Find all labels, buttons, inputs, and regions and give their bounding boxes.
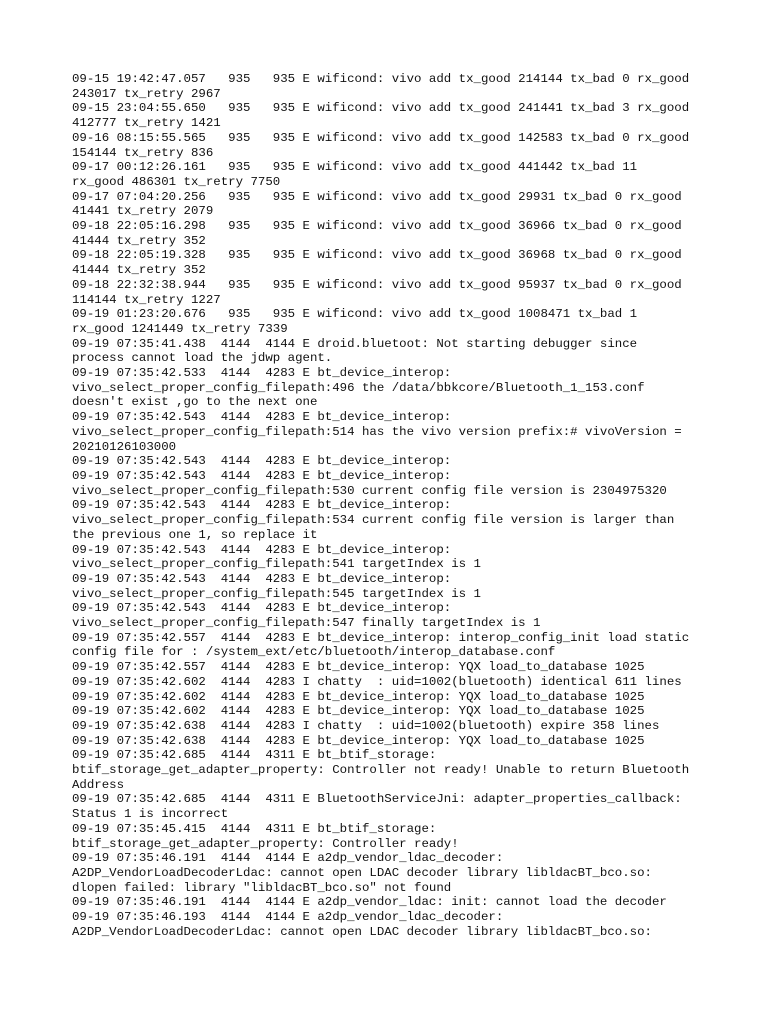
log-line: Address <box>72 777 125 792</box>
log-line: 154144 tx_retry 836 <box>72 145 214 160</box>
log-line: 09-19 07:35:42.557 4144 4283 E bt_device_interop: interop_config_init load static <box>72 630 690 645</box>
log-line: 09-18 22:05:19.328 935 935 E wificond: vivo add tx_good 36968 tx_bad 0 rx_good <box>72 248 682 263</box>
log-line: vivo_select_proper_config_filepath:514 has the vivo version prefix:# vivoVersion = <box>72 424 682 439</box>
log-line: 412777 tx_retry 1421 <box>72 116 221 131</box>
log-line: 09-17 00:12:26.161 935 935 E wificond: vivo add tx_good 441442 tx_bad 11 <box>72 160 638 175</box>
log-line: 114144 tx_retry 1227 <box>72 292 221 307</box>
log-line: vivo_select_proper_config_filepath:541 targetIndex is 1 <box>72 557 481 572</box>
log-line: 243017 tx_retry 2967 <box>72 86 221 101</box>
log-line: 09-19 07:35:42.543 4144 4283 E bt_device_interop: <box>72 542 452 557</box>
log-line: rx_good 486301 tx_retry 7750 <box>72 174 281 189</box>
log-line: vivo_select_proper_config_filepath:545 targetIndex is 1 <box>72 586 481 601</box>
log-line: 09-19 07:35:46.191 4144 4144 E a2dp_vendor_ldac: init: cannot load the decoder <box>72 895 667 910</box>
log-line: 09-17 07:04:20.256 935 935 E wificond: vivo add tx_good 29931 tx_bad 0 rx_good <box>72 189 682 204</box>
log-document <box>72 72 712 939</box>
log-line: vivo_select_proper_config_filepath:547 finally targetIndex is 1 <box>72 616 541 631</box>
log-line: vivo_select_proper_config_filepath:496 the /data/bbkcore/Bluetooth_1_153.conf <box>72 380 645 395</box>
log-line: 41441 tx_retry 2079 <box>72 204 214 219</box>
log-line: btif_storage_get_adapter_property: Controller not ready! Unable to return Bluetooth <box>72 763 690 778</box>
log-line: doesn't exist ,go to the next one <box>72 395 318 410</box>
log-line: 20210126103000 <box>72 439 177 454</box>
log-line: 09-19 07:35:42.602 4144 4283 I chatty : uid=1002(bluetooth) identical 611 lines <box>72 674 682 689</box>
log-line: 09-18 22:32:38.944 935 935 E wificond: vivo add tx_good 95937 tx_bad 0 rx_good <box>72 277 682 292</box>
log-line: the previous one 1, so replace it <box>72 527 318 542</box>
log-line: 09-19 07:35:42.543 4144 4283 E bt_device_interop: <box>72 571 452 586</box>
log-line: 41444 tx_retry 352 <box>72 233 206 248</box>
log-line: 09-19 07:35:42.602 4144 4283 E bt_device_interop: YQX load_to_database 1025 <box>72 704 645 719</box>
log-line: A2DP_VendorLoadDecoderLdac: cannot open LDAC decoder library libldacBT_bco.so: <box>72 924 652 939</box>
log-line: 09-18 22:05:16.298 935 935 E wificond: vivo add tx_good 36966 tx_bad 0 rx_good <box>72 219 682 234</box>
log-body <box>72 72 712 939</box>
log-line: 09-19 07:35:42.602 4144 4283 E bt_device_interop: YQX load_to_database 1025 <box>72 689 645 704</box>
log-line: 09-19 01:23:20.676 935 935 E wificond: vivo add tx_good 1008471 tx_bad 1 <box>72 307 638 322</box>
log-line: 09-19 07:35:42.543 4144 4283 E bt_device_interop: <box>72 601 452 616</box>
log-line: 09-19 07:35:42.638 4144 4283 I chatty : uid=1002(bluetooth) expire 358 lines <box>72 718 660 733</box>
log-line: A2DP_VendorLoadDecoderLdac: cannot open LDAC decoder library libldacBT_bco.so: <box>72 865 652 880</box>
log-line: 09-19 07:35:42.543 4144 4283 E bt_device_interop: <box>72 454 452 469</box>
log-line: 09-19 07:35:42.533 4144 4283 E bt_device_interop: <box>72 366 452 381</box>
log-line: config file for : /system_ext/etc/bluetooth/interop_database.conf <box>72 645 556 660</box>
log-line: 41444 tx_retry 352 <box>72 263 206 278</box>
log-line: vivo_select_proper_config_filepath:534 current config file version is larger than <box>72 513 675 528</box>
log-line: 09-19 07:35:42.543 4144 4283 E bt_device_interop: <box>72 410 452 425</box>
log-line: 09-19 07:35:42.638 4144 4283 E bt_device_interop: YQX load_to_database 1025 <box>72 733 645 748</box>
log-line: 09-19 07:35:42.543 4144 4283 E bt_device_interop: <box>72 498 452 513</box>
log-line: 09-19 07:35:42.557 4144 4283 E bt_device_interop: YQX load_to_database 1025 <box>72 660 645 675</box>
log-line: rx_good 1241449 tx_retry 7339 <box>72 321 288 336</box>
log-line: 09-15 19:42:47.057 935 935 E wificond: vivo add tx_good 214144 tx_bad 0 rx_good <box>72 72 690 86</box>
log-line: 09-16 08:15:55.565 935 935 E wificond: vivo add tx_good 142583 tx_bad 0 rx_good <box>72 130 690 145</box>
log-line: btif_storage_get_adapter_property: Controller ready! <box>72 836 459 851</box>
log-line: 09-19 07:35:42.685 4144 4311 E BluetoothServiceJni: adapter_properties_callback: <box>72 792 682 807</box>
log-line: 09-19 07:35:42.543 4144 4283 E bt_device_interop: <box>72 468 452 483</box>
log-line: dlopen failed: library "libldacBT_bco.so" not found <box>72 880 452 895</box>
log-line: process cannot load the jdwp agent. <box>72 351 333 366</box>
log-line: 09-19 07:35:42.685 4144 4311 E bt_btif_storage: <box>72 748 437 763</box>
log-line: Status 1 is incorrect <box>72 807 229 822</box>
log-line: 09-15 23:04:55.650 935 935 E wificond: vivo add tx_good 241441 tx_bad 3 rx_good <box>72 101 690 116</box>
log-line: vivo_select_proper_config_filepath:530 current config file version is 2304975320 <box>72 483 667 498</box>
log-line: 09-19 07:35:41.438 4144 4144 E droid.bluetoot: Not starting debugger since <box>72 336 638 351</box>
log-line: 09-19 07:35:45.415 4144 4311 E bt_btif_storage: <box>72 821 437 836</box>
log-line: 09-19 07:35:46.191 4144 4144 E a2dp_vendor_ldac_decoder: <box>72 851 504 866</box>
log-line: 09-19 07:35:46.193 4144 4144 E a2dp_vendor_ldac_decoder: <box>72 910 504 925</box>
